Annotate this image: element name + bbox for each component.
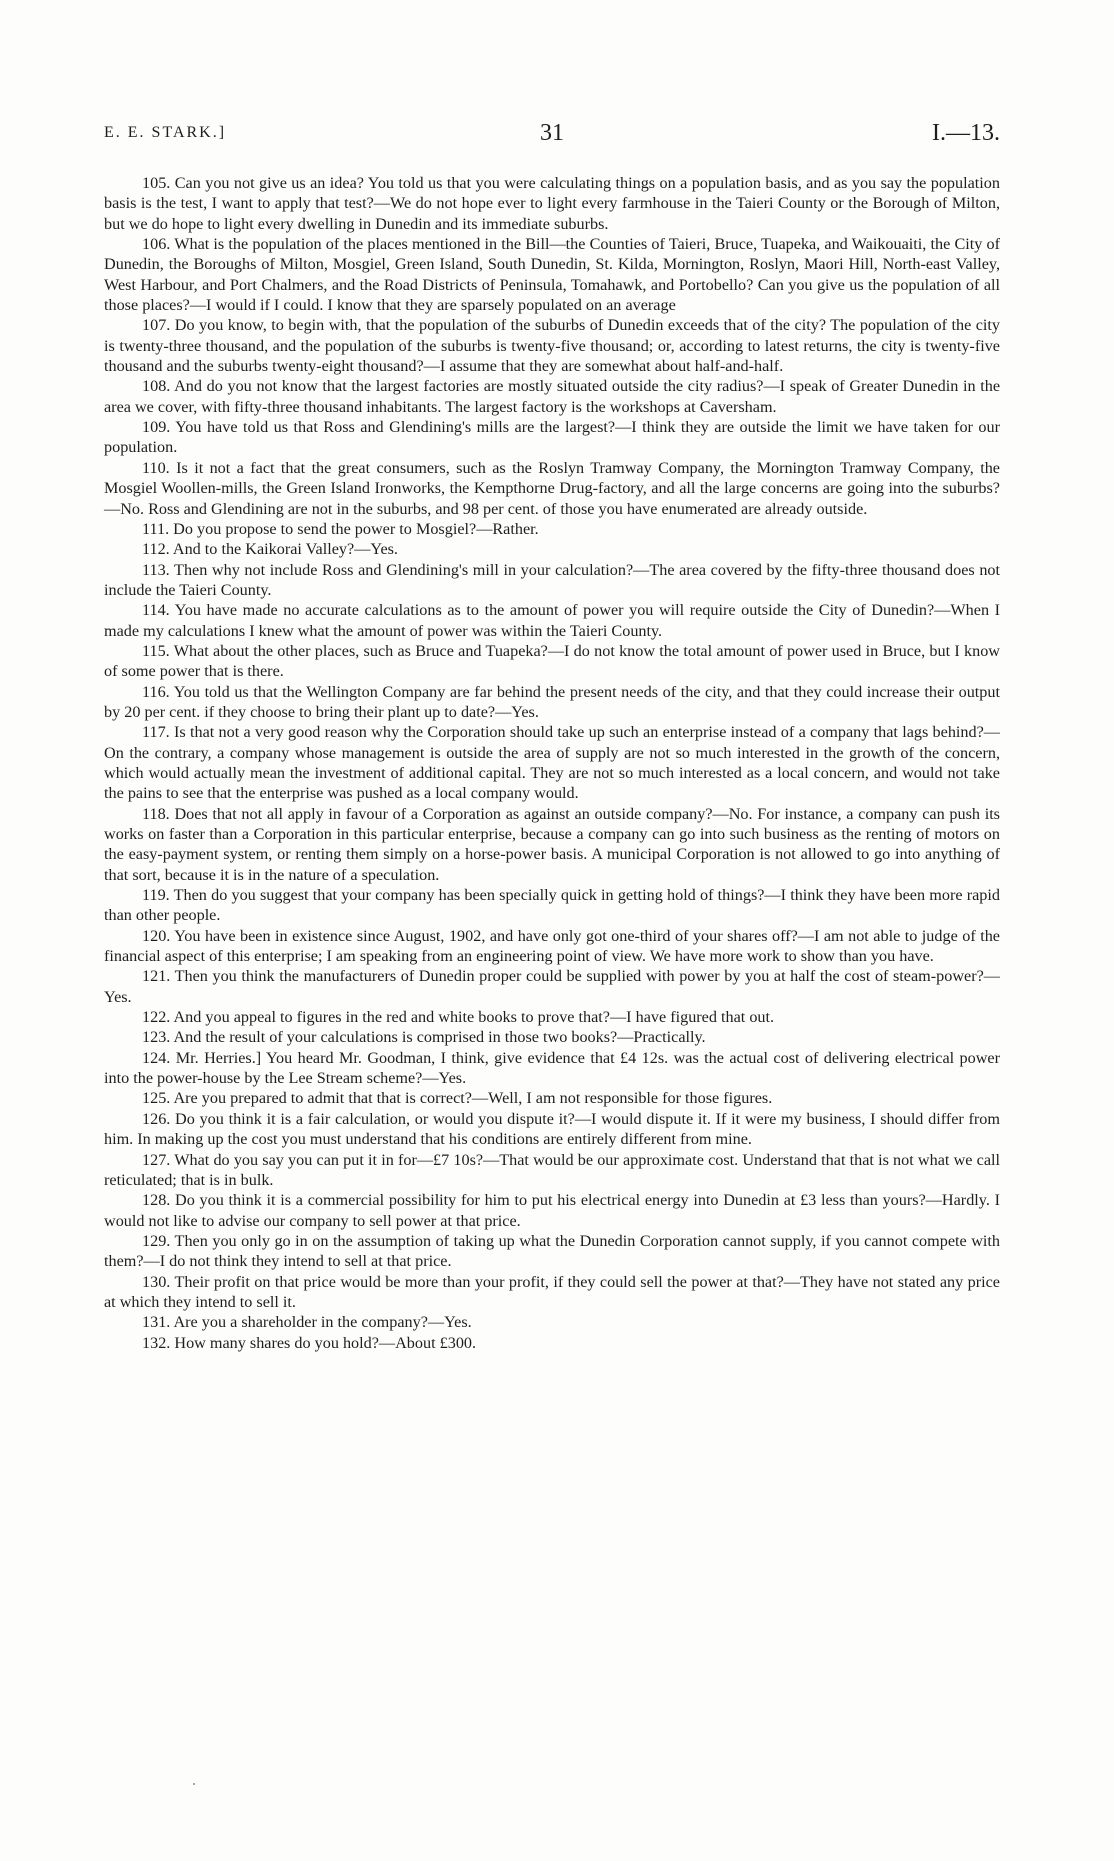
paragraph-129: 129. Then you only go in on the assumption of taking up what the Dunedin Corporation cannot supply, if you cannot compete with them?—I do not think they intend to sell at that price. (104, 1231, 1000, 1271)
paragraph-112: 112. And to the Kaikorai Valley?—Yes. (142, 540, 398, 559)
paragraph-130: 130. Their profit on that price would be more than your profit, if they could sell the power at that?—They have not stated any price at which they intend to sell it. (104, 1272, 1000, 1311)
paragraph-106: 106. What is the population of the places mentioned in the Bill—the Counties of Taieri, Bruce, Tuapeka, and Waikouaiti, the City of Dunedin, the Boroughs of Milton, Mosgiel, Green Island, South Dunedin, St. Kilda, Mornington, Roslyn, Maori Hill, North-east Valley, West Harbour, and Port Chalmers, and the Road Districts of Peninsula, Tomahawk, and Portobello? Can you give us the population of all those places?—I would if I could. I know that they are sparsely populated on an average (104, 235, 1000, 315)
paragraph-116: 116. You told us that the Wellington Company are far behind the present needs of the city, and that they could increase their output by 20 per cent. if they choose to bring their plant up to date?—Yes. (104, 682, 1000, 721)
paragraph-131: 131. Are you a shareholder in the company?—Yes. (142, 1313, 472, 1332)
paragraph-132: 132. How many shares do you hold?—About £300. (142, 1333, 477, 1352)
paragraph-122: 122. And you appeal to figures in the red and white books to prove that?—I have figured that out. (142, 1008, 775, 1027)
paragraph-124: 124. Mr. Herries.] You heard Mr. Goodman, I think, give evidence that £4 12s. was the actual cost of delivering electrical power into the power-house by the Lee Stream scheme?—Yes. (104, 1048, 1000, 1088)
paragraph-115: 115. What about the other places, such as Bruce and Tuapeka?—I do not know the total amount of power used in Bruce, but I know of some power that is there. (104, 641, 1000, 681)
paragraph-111: 111. Do you propose to send the power to Mosgiel?—Rather. (142, 519, 539, 538)
paragraph-119: 119. Then do you suggest that your company has been specially quick in getting hold of things?—I think they have been more rapid than other people. (104, 886, 1000, 925)
paragraph-114: 114. You have made no accurate calculations as to the amount of power you will require outside the City of Dunedin?—When I made my calculations I knew what the amount of power was within the Taieri County. (104, 601, 1000, 640)
page-number: 31 (540, 120, 564, 146)
paragraph-109: 109. You have told us that Ross and Glendining's mills are the largest?—I think they are outside the limit we have taken for our population. (104, 418, 1000, 457)
paragraph-118: 118. Does that not all apply in favour of a Corporation as against an outside company?—No. For instance, a company can push its works on faster than a Corporation in this particular enterprise, because a company can go into such business as the renting of motors on the easy-payment system, or renting them simply on a horse-power basis. A municipal Corporation is not allowed to go into anything of that sort, because it is in the nature of a speculation. (104, 804, 1000, 884)
scan-speck (193, 1783, 195, 1785)
page-header (104, 120, 1000, 150)
paragraph-128: 128. Do you think it is a commercial possibility for him to put his electrical energy into Dunedin at £3 less than yours?—Hardly. I would not like to advise our company to sell power at that price. (104, 1191, 1000, 1230)
paragraph-127: 127. What do you say you can put it in for—£7 10s?—That would be our approximate cost. Understand that that is not what we call reticulated; that is in bulk. (104, 1150, 1000, 1189)
paragraph-107: 107. Do you know, to begin with, that the population of the suburbs of Dunedin exceeds that of the city? The population of the city is twenty-three thousand, and the population of the suburbs is twenty-five thousand; or, according to latest returns, the city is twenty-five thousand and the suburbs twenty-eight thousand?—I assume that they are somewhat about half-and-half. (104, 316, 1000, 376)
paragraph-108: 108. And do you not know that the largest factories are mostly situated outside the city radius?—I speak of Greater Dunedin in the area we cover, with fifty-three thousand inhabitants. The largest factory is the workshops at Caversham. (104, 377, 1000, 416)
paragraph-121: 121. Then you think the manufacturers of Dunedin proper could be supplied with power by you at half the cost of steam-power?—Yes. (104, 967, 1000, 1006)
header-witness-name: E. E. STARK.] (104, 124, 227, 141)
paragraph-110: 110. Is it not a fact that the great consumers, such as the Roslyn Tramway Company, the Mornington Tramway Company, the Mosgiel Woollen-mills, the Green Island Ironworks, the Kempthorne Drug-factory, and all the large concerns are going into the suburbs?—No. Ross and Glendining are not in the suburbs, and 98 per cent. of those you have enumerated are already outside. (104, 458, 1000, 518)
document-reference: I.—13. (932, 120, 1000, 146)
paragraph-113: 113. Then why not include Ross and Glendining's mill in your calculation?—The area covered by the fifty-three thousand does not include the Taieri County. (104, 560, 1000, 599)
paragraph-125: 125. Are you prepared to admit that that is correct?—Well, I am not responsible for those figures. (142, 1089, 773, 1108)
evidence-text (104, 173, 1000, 1353)
paragraph-123: 123. And the result of your calculations is comprised in those two books?—Practically. (142, 1028, 706, 1047)
paragraph-120: 120. You have been in existence since August, 1902, and have only got one-third of your shares off?—I am not able to judge of the financial aspect of this enterprise; I am speaking from an engineering point of view. We have more work to show than you have. (104, 926, 1000, 966)
paragraph-126: 126. Do you think it is a fair calculation, or would you dispute it?—I would dispute it. If it were my business, I should differ from him. In making up the cost you must understand that his conditions are entirely different from mine. (104, 1109, 1000, 1149)
paragraph-117: 117. Is that not a very good reason why the Corporation should take up such an enterprise instead of a company that lags behind?—On the contrary, a company whose management is outside the area of supply are not so much interested in the growth of the concern, which would actually mean the investment of additional capital. They are not so much interested as a local concern, and would not take the pains to see that the enterprise was pushed as a local company would. (104, 723, 1000, 803)
paragraph-105: 105. Can you not give us an idea? You told us that you were calculating things on a population basis, and as you say the population basis is the test, I want to apply that test?—We do not hope ever to light every farmhouse in the Taieri County or the Borough of Milton, but we do hope to light every dwelling in Dunedin and its immediate suburbs. (104, 174, 1000, 233)
